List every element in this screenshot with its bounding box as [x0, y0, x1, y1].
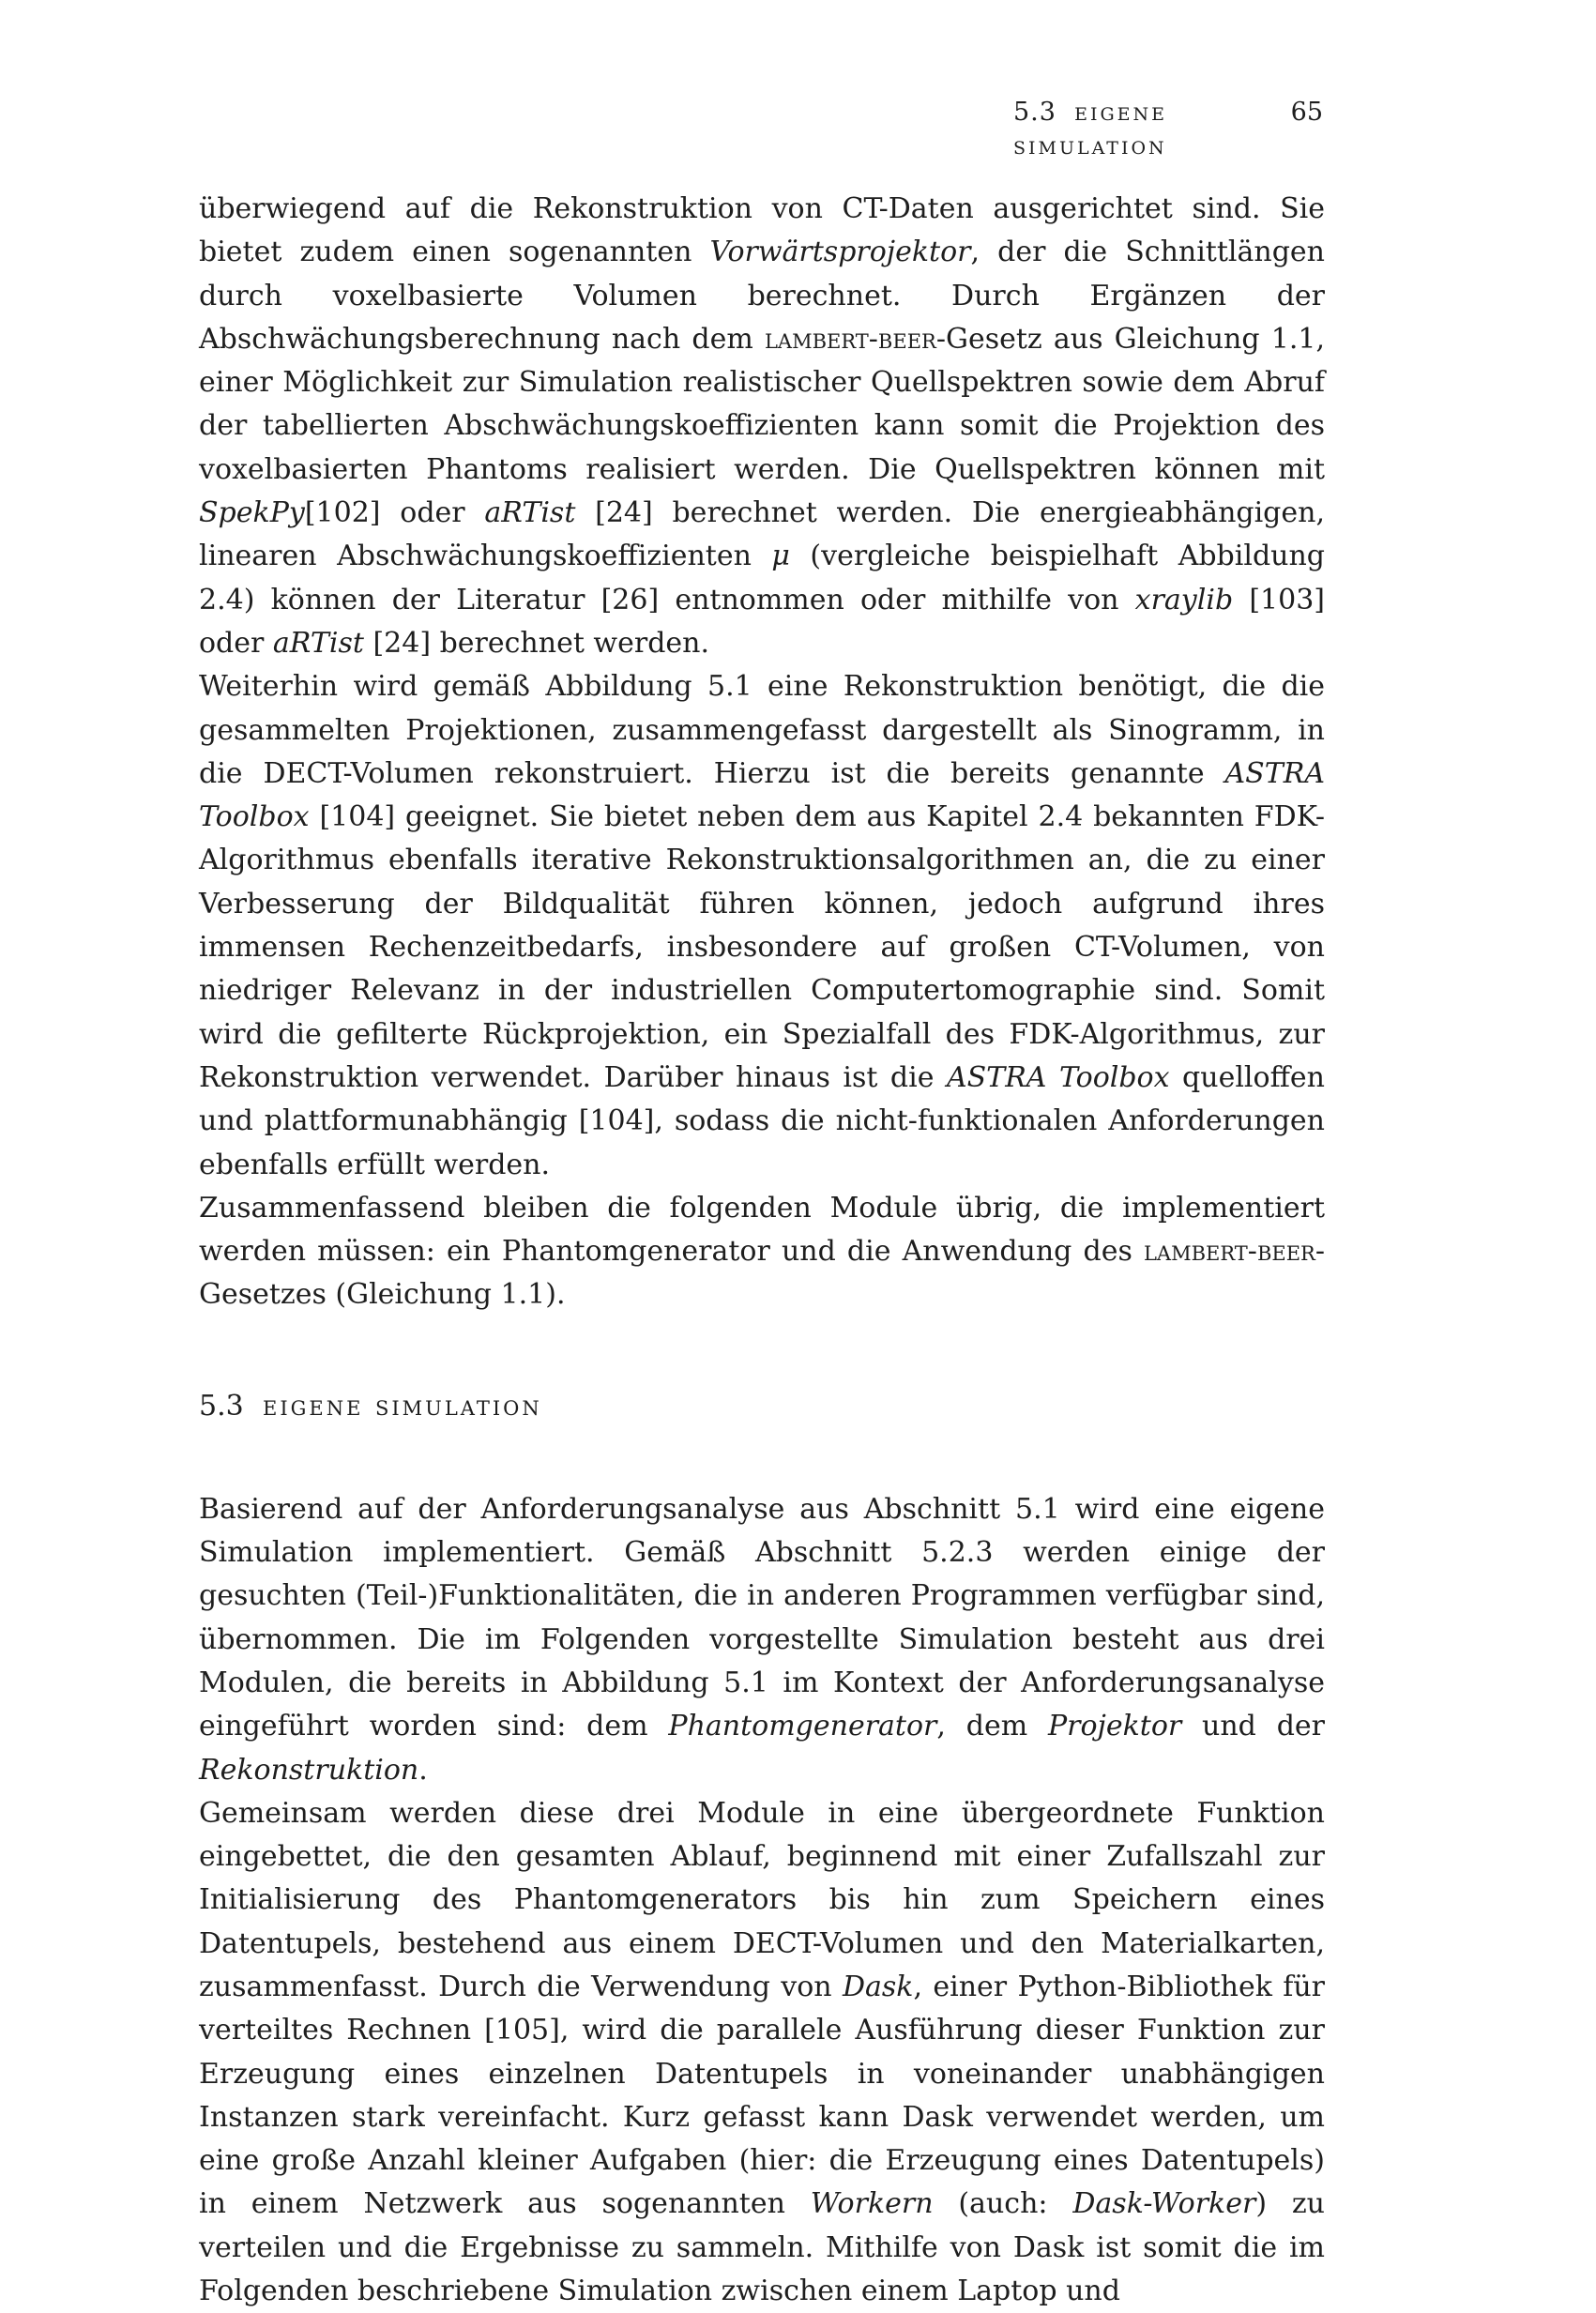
text-run: Weiterhin wird gemäß Abbildung 5.1 eine Rekonstruktion benötigt, die die gesammelten Projektionen, zusammengefasst dargestellt als Sinogramm, in die DECT-Volumen rekonstruiert. Hierzu ist die bereits genannte: [199, 670, 1325, 790]
text-run: [24] berechnet werden.: [363, 626, 710, 660]
section-paragraph: [199, 1488, 1325, 1792]
text-run: Zusammenfassend bleiben die folgenden Module übrig, die implementiert werden müssen: ein Phantomgenerator und die Anwendung des: [199, 1191, 1325, 1269]
text-run: , einer Python-Bibliothek für verteiltes Rechnen [105], wird die parallele Ausführung dieser Funktion zur Erzeugung eines einzelnen Datentupels in voneinander unabhängigen Instanzen stark vereinfacht. Kurz gefasst kann Dask verwendet werden, um eine große Anzahl kleiner Aufgaben (hier: die Erzeugung eines Datentupels) in einem Netzwerk aus sogenannten: [199, 1970, 1325, 2221]
italic-run: μ: [771, 540, 790, 573]
body-paragraph: [199, 188, 1325, 665]
section-heading-title: eigene simulation: [263, 1389, 542, 1423]
text-run: Basierend auf der Anforderungsanalyse aus Abschnitt 5.1 wird eine eigene Simulation implementiert. Gemäß Abschnitt 5.2.3 werden einige der gesuchten (Teil-)Funktionalitäten, die in anderen Programmen verfügbar sind, übernommen. Die im Folgenden vorgestellte Simulation besteht aus drei Modulen, die bereits in Abbildung 5.1 im Kontext der Anforderungsanalyse eingeführt worden sind: dem: [199, 1492, 1325, 1743]
small-caps-run: lambert-beer: [1143, 1235, 1315, 1269]
text-run: [24] berechnet werden. Die energieabhängigen, linearen Abschwächungskoeffizienten: [199, 496, 1325, 573]
page-body: [199, 188, 1325, 2313]
body-paragraph: [199, 665, 1325, 1187]
text-run: (vergleiche beispielhaft Abbildung 2.4) können der Literatur [26] entnommen oder mithilfe von: [199, 540, 1326, 616]
text-run: -Gesetzes (Gleichung 1.1).: [199, 1235, 1325, 1312]
text-run: [102] oder: [304, 496, 485, 530]
running-header: [1013, 96, 1323, 160]
italic-run: Projektor: [1047, 1710, 1182, 1743]
running-header-section-number: 5.3: [1013, 98, 1056, 127]
body-paragraph: [199, 1187, 1325, 1317]
italic-run: Dask: [842, 1970, 914, 2003]
italic-run: Vorwärtsprojektor: [709, 236, 971, 269]
text-run: -Gesetz aus Gleichung 1.1, einer Möglichkeit zur Simulation realistischer Quellspektren sowie dem Abruf der tabellierten Abschwächungskoeffizienten kann somit die Projektion des voxelbasierten Phantoms realisiert werden. Die Quellspektren können mit: [199, 322, 1325, 486]
text-run: , der die Schnittlängen durch voxelbasierte Volumen berechnet. Durch Ergänzen der Abschwächungsberechnung nach dem: [199, 236, 1325, 356]
italic-run: Phantomgenerator: [668, 1710, 937, 1743]
text-run: .: [418, 1753, 428, 1787]
text-run: quelloffen und plattformunabhängig [104], sodass die nicht-funktionalen Anforderungen ebenfalls erfüllt werden.: [199, 1060, 1325, 1181]
text-run: ) zu verteilen und die Ergebnisse zu sammeln. Mithilfe von Dask ist somit die im Folgenden beschriebene Simulation zwischen einem Laptop und: [199, 2187, 1325, 2308]
italic-run: Dask-Worker: [1072, 2187, 1256, 2221]
italic-run: aRTist: [484, 496, 576, 530]
italic-run: SpekPy: [199, 496, 305, 530]
italic-run: ASTRA Toolbox: [946, 1060, 1170, 1094]
text-run: Gemeinsam werden diese drei Module in eine übergeordnete Funktion eingebettet, die den gesamten Ablauf, beginnend mit einer Zufallszahl zur Initialisierung des Phantomgenerators bis hin zum Speichern eines Datentupels, bestehend aus einem DECT-Volumen und den Materialkarten, zusammenfasst. Durch die Verwendung von: [199, 1796, 1325, 2003]
text-run: überwiegend auf die Rekonstruktion von CT-Daten ausgerichtet sind. Sie bietet zudem einen sogenannten: [199, 192, 1325, 269]
text-run: [104] geeignet. Sie bietet neben dem aus Kapitel 2.4 bekannten FDK-Algorithmus ebenfalls iterative Rekonstruktionsalgorithmen an, die zu einer Verbesserung der Bildqualität führen können, jedoch aufgrund ihres immensen Rechenzeitbedarfs, insbesondere auf großen CT-Volumen, von niedriger Relevanz in der industriellen Computertomographie sind. Somit wird die gefilterte Rückprojektion, ein Spezialfall des FDK-Algorithmus, zur Rekonstruktion verwendet. Darüber hinaus ist die: [199, 800, 1325, 1094]
section-heading: [199, 1385, 1325, 1428]
italic-run: aRTist: [272, 626, 364, 660]
text-run: , dem: [936, 1710, 1048, 1743]
text-run: (auch:: [933, 2187, 1073, 2221]
paragraphs-after-section: [199, 1488, 1325, 2313]
section-paragraph: [199, 1792, 1325, 2313]
running-header-section: [1013, 96, 1323, 163]
italic-run: Rekonstruktion: [199, 1753, 419, 1787]
italic-run: Workern: [810, 2187, 934, 2221]
running-header-section-title: eigene simulation: [1013, 98, 1168, 160]
italic-run: ASTRA Toolbox: [199, 756, 1325, 834]
text-run: [103] oder: [199, 583, 1325, 660]
paragraphs-before-section: [199, 188, 1325, 1317]
section-heading-number: 5.3: [199, 1389, 244, 1423]
italic-run: xraylib: [1134, 583, 1234, 616]
text-run: und der: [1181, 1710, 1325, 1743]
small-caps-run: lambert-beer: [764, 322, 936, 356]
page-number: 65: [1290, 98, 1323, 127]
